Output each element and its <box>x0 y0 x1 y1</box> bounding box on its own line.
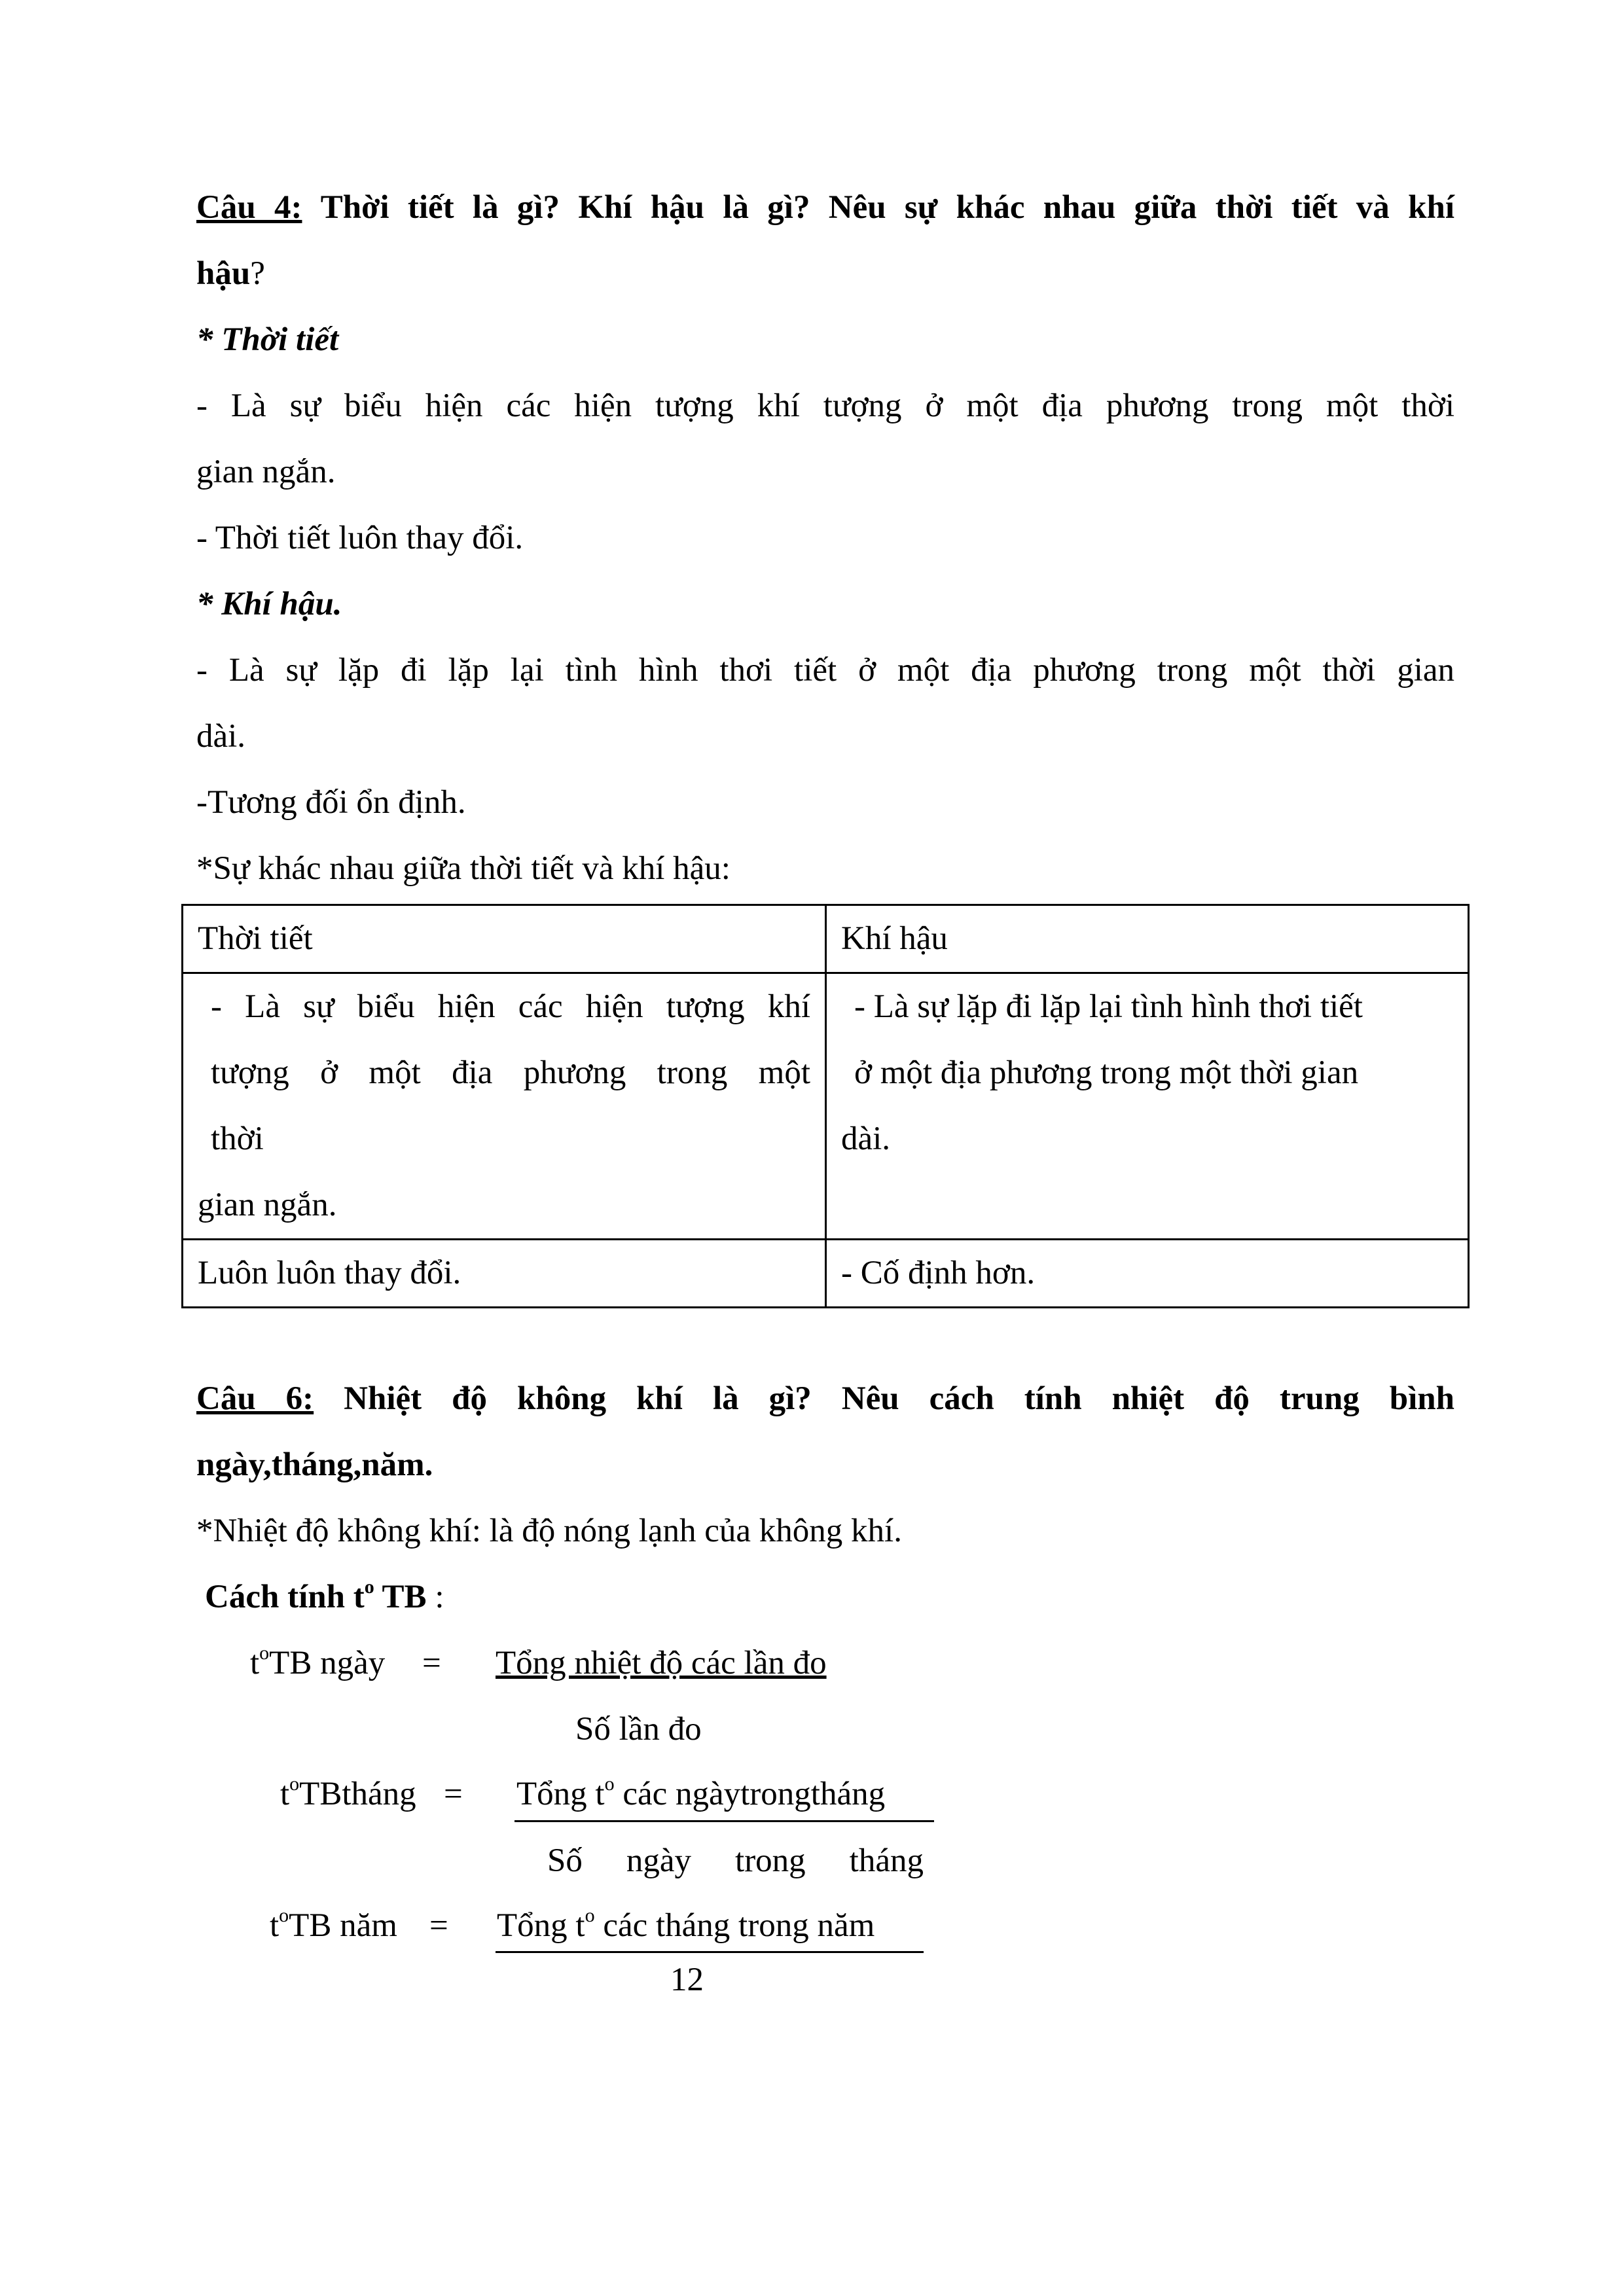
formula-day-denominator: Số lần đo <box>575 1711 702 1748</box>
q4-title-line1 <box>196 191 1454 224</box>
method-sup: o <box>364 1576 374 1598</box>
month-num-sup: o <box>604 1773 615 1795</box>
weather-cell <box>183 973 826 1240</box>
q4-title-line2 <box>196 257 1454 291</box>
weather-cell-line3: thời <box>211 1121 264 1157</box>
q4-label: Câu 4: <box>196 189 302 226</box>
formula-day-numerator: Tổng nhiệt độ các lần đo <box>496 1645 827 1681</box>
method-heading <box>205 1576 1463 1615</box>
table-header-row <box>183 905 1469 973</box>
formula-month-numerator <box>516 1773 886 1812</box>
formula-month-denominator: Số ngày trong tháng <box>547 1842 924 1879</box>
year-num-a: Tổng t <box>497 1907 585 1944</box>
page-number: 12 <box>670 1962 704 1998</box>
table-row <box>183 973 1469 1240</box>
header-weather: Thời tiết <box>183 905 826 973</box>
climate-change-cell: - Cố định hơn. <box>826 1240 1469 1308</box>
formula-year-lhs <box>270 1905 397 1944</box>
weather-line1: - Là sự biểu hiện các hiện tượng khí tượng ở một địa phương trong một thời <box>196 387 1454 424</box>
q4-title-l2-bold: hậu <box>196 255 251 292</box>
climate-line3: -Tương đối ổn định. <box>196 784 466 821</box>
q6-title-line1 <box>196 1382 1454 1416</box>
formula-month-lhs <box>280 1773 416 1812</box>
weather-cell-line2: tượng ở một địa phương trong một <box>211 1054 810 1091</box>
year-fraction-line <box>496 1951 924 1953</box>
diff-heading: *Sự khác nhau giữa thời tiết và khí hậu: <box>196 850 731 887</box>
year-lhs: TB năm <box>289 1907 397 1944</box>
year-sup: o <box>279 1905 289 1926</box>
climate-cell-line3: dài. <box>841 1121 891 1157</box>
climate-heading: * Khí hậu. <box>196 586 342 622</box>
climate-line1: - Là sự lặp đi lặp lại tình hình thơi tiết ở một địa phương trong một thời gian <box>196 652 1454 689</box>
comparison-table <box>181 904 1470 1308</box>
year-num-b: các tháng trong năm <box>594 1907 875 1944</box>
q6-definition: *Nhiệt độ không khí: là độ nóng lạnh của không khí. <box>196 1513 902 1549</box>
weather-line3: - Thời tiết luôn thay đổi. <box>196 520 524 556</box>
method-colon: : <box>426 1579 444 1615</box>
month-t: t <box>280 1776 290 1812</box>
month-lhs: TBtháng <box>299 1776 416 1812</box>
formula-day-eq: = <box>422 1645 441 1681</box>
climate-cell-line1: - Là sự lặp đi lặp lại tình hình thơi tiết <box>854 988 1363 1025</box>
q6-title-line2: ngày,tháng,năm. <box>196 1446 433 1483</box>
year-t: t <box>270 1907 280 1944</box>
q6-title-text: Nhiệt độ không khí là gì? Nêu cách tính nhiệt độ trung bình <box>344 1380 1455 1417</box>
day-sup: o <box>259 1642 270 1664</box>
formula-year-numerator <box>497 1905 875 1944</box>
method-prefix: Cách tính t <box>205 1579 365 1615</box>
weather-line2: gian ngắn. <box>196 454 336 490</box>
day-t: t <box>250 1645 260 1681</box>
month-num-b: các ngàytrongtháng <box>614 1776 886 1812</box>
climate-line2: dài. <box>196 718 246 755</box>
q4-title-l2-tail: ? <box>250 255 265 292</box>
month-fraction-line <box>514 1820 934 1822</box>
header-climate: Khí hậu <box>826 905 1469 973</box>
method-suffix: TB <box>374 1579 427 1615</box>
q4-title-text: Thời tiết là gì? Khí hậu là gì? Nêu sự khác nhau giữa thời tiết và khí <box>320 189 1454 226</box>
q6-label: Câu 6: <box>196 1380 314 1417</box>
month-num-a: Tổng t <box>516 1776 605 1812</box>
weather-change-cell: Luôn luôn thay đổi. <box>183 1240 826 1308</box>
day-lhs: TB ngày <box>269 1645 386 1681</box>
weather-cell-line1: - Là sự biểu hiện các hiện tượng khí <box>211 988 810 1025</box>
weather-cell-line4: gian ngắn. <box>198 1187 337 1223</box>
formula-day-lhs <box>250 1642 386 1681</box>
month-sup: o <box>289 1773 300 1795</box>
year-num-sup: o <box>585 1905 595 1926</box>
table-row <box>183 1240 1469 1308</box>
formula-month-eq: = <box>444 1776 463 1812</box>
weather-heading: * Thời tiết <box>196 321 339 358</box>
formula-year-eq: = <box>429 1907 448 1944</box>
climate-cell-line2: ở một địa phương trong một thời gian <box>854 1054 1359 1091</box>
climate-cell <box>826 973 1469 1240</box>
